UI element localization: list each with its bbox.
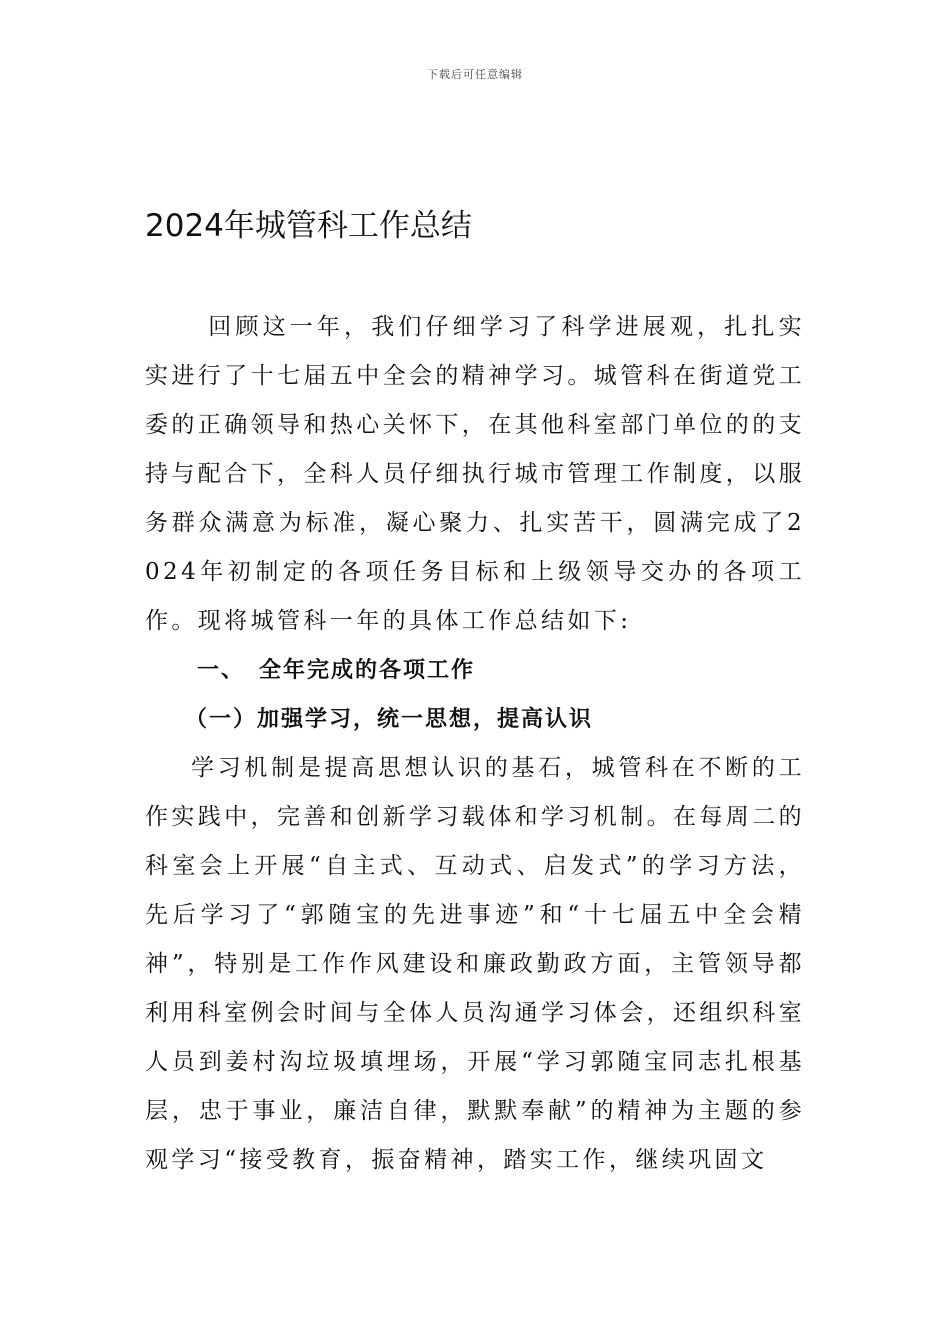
subsection-heading: （一）加强学习，统一思想，提高认识	[185, 707, 594, 732]
document-body	[145, 303, 805, 1185]
section-number: 一、	[197, 658, 246, 683]
intro-paragraph: 回顾这一年，我们仔细学习了科学进展观，扎扎实实进行了十七届五中全会的精神学习。城管科在街道党工委的正确领导和热心关怀下，在其他科室部门单位的的支持与配合下，全科人员仔细执行城市管理工作制度，以服务群众满意为标准，凝心聚力、扎实苦干，圆满完成了2024年初制定的各项任务目标和上级领导交办的各项工作。现将城管科一年的具体工作总结如下:	[145, 314, 805, 634]
section-heading	[145, 646, 805, 695]
subsection-paragraph: 学习机制是提高思想认识的基石，城管科在不断的工作实践中，完善和创新学习载体和学习机制。在每周二的科室会上开展“自主式、互动式、启发式”的学习方法，先后学习了“郭随宝的先进事迹”和“十七届五中全会精神”，特别是工作作风建设和廉政勤政方面，主管领导都利用科室例会时间与全体人员沟通学习体会，还组织科室人员到姜村沟垃圾填埋场，开展“学习郭随宝同志扎根基层，忠于事业，廉洁自律，默默奉献”的精神为主题的参观学习“接受教育，振奋精神，踏实工作，继续巩固文	[145, 755, 805, 1173]
document-title: 2024年城管科工作总结	[145, 208, 472, 244]
section-heading-text: 全年完成的各项工作	[259, 658, 476, 683]
header-note: 下载后可任意编辑	[427, 68, 523, 81]
